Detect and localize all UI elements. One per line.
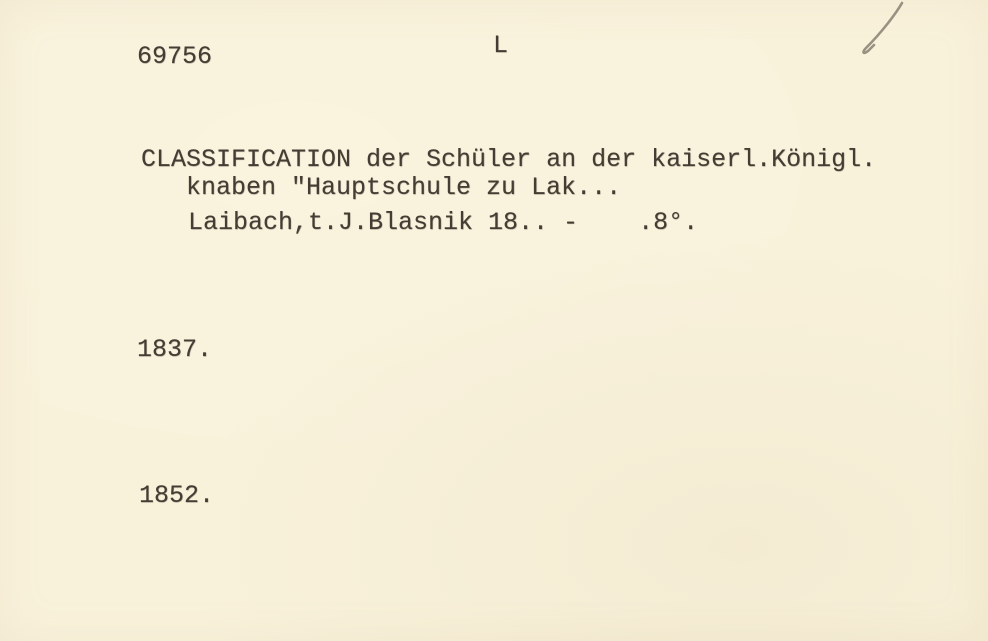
section-letter: L bbox=[493, 31, 509, 60]
pencil-checkmark-icon bbox=[843, 0, 923, 64]
annotation-year-1852: 1852. bbox=[139, 481, 215, 510]
entry-title-continuation-line: knaben "Hauptschule zu Lak... bbox=[186, 173, 622, 202]
entry-imprint-line: Laibach,t.J.Blasnik 18.. - .8°. bbox=[188, 208, 699, 237]
entry-title-line: CLASSIFICATION der Schüler an der kaiserl.Königl. bbox=[141, 145, 877, 174]
call-number: 69756 bbox=[137, 42, 213, 71]
annotation-year-1837: 1837. bbox=[137, 335, 213, 364]
